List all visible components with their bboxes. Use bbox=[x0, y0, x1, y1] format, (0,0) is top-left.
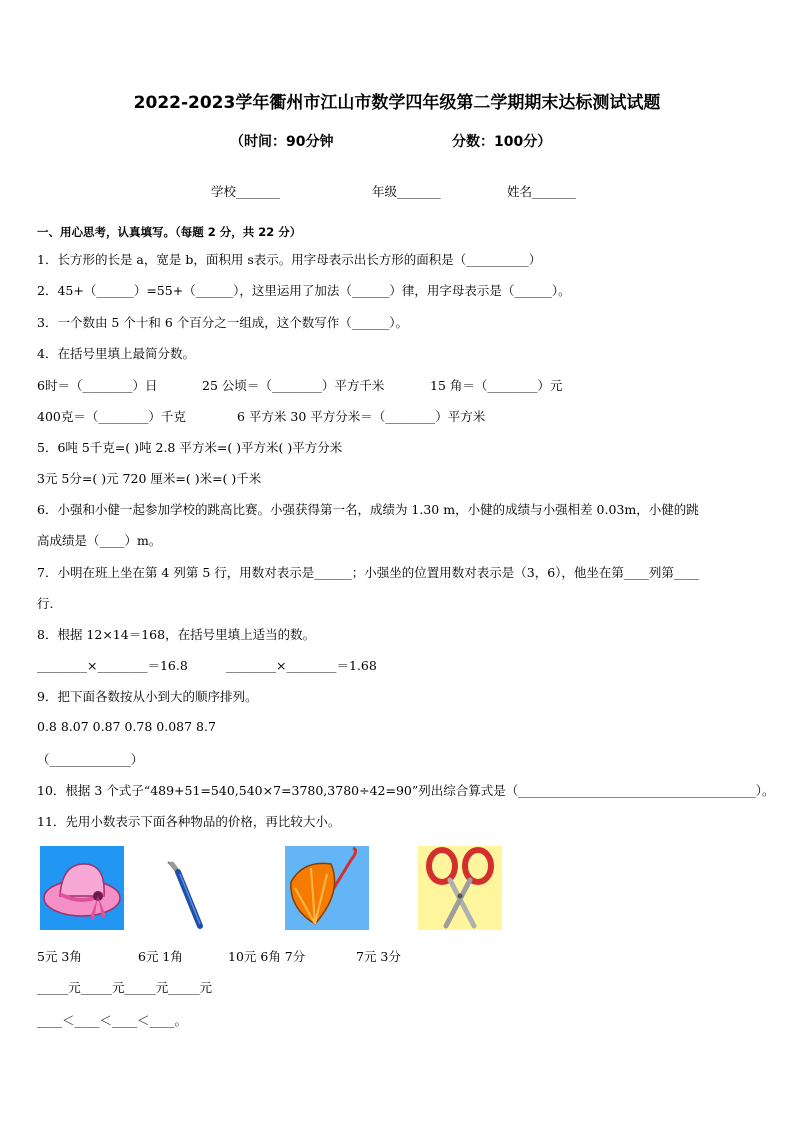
umbrella-image bbox=[285, 846, 369, 930]
school-field[interactable]: 学校_______ bbox=[211, 184, 280, 199]
question-2: 2．45+（______）=55+（______），这里运用了加法（______）律，用字母表示是（______）。 bbox=[37, 283, 571, 298]
price-pen: 6元 1角 bbox=[138, 949, 183, 964]
question-7a: 7．小明在班上坐在第 4 列第 5 行，用数对表示是______；小强坐的位置用数对表示是（3，6），他坐在第____列第____ bbox=[37, 565, 699, 580]
question-9: 9．把下面各数按从小到大的顺序排列。 bbox=[37, 689, 258, 704]
question-6b: 高成绩是（____）m。 bbox=[37, 533, 162, 548]
question-4d: 400克＝（________）千克 bbox=[37, 409, 186, 424]
question-4: 4．在括号里填上最简分数。 bbox=[37, 346, 195, 361]
question-3: 3．一个数由 5 个十和 6 个百分之一组成，这个数写作（______）。 bbox=[37, 315, 409, 330]
question-5b: 3元 5分=( )元 720 厘米=( )米=( )千米 bbox=[37, 471, 262, 486]
compare-blanks: ____＜____＜____＜____。 bbox=[37, 1013, 188, 1028]
question-9-answer: （_____________） bbox=[37, 752, 144, 767]
question-8a: ________×________＝16.8 bbox=[37, 658, 188, 673]
question-11: 11．先用小数表示下面各种物品的价格，再比较大小。 bbox=[37, 814, 341, 829]
scissors-image bbox=[418, 846, 502, 930]
grade-field[interactable]: 年级_______ bbox=[372, 184, 441, 199]
question-8b: ________×________＝1.68 bbox=[226, 658, 377, 673]
section-heading: 一、用心思考，认真填写。（每题 2 分，共 22 分） bbox=[37, 225, 302, 239]
yuan-blanks: _____元_____元_____元_____元 bbox=[37, 980, 213, 995]
question-9-numbers: 0.8 8.07 0.87 0.78 0.087 8.7 bbox=[37, 719, 216, 734]
question-4a: 6时＝（________）日 bbox=[37, 378, 158, 393]
page-title: 2022-2023学年衢州市江山市数学四年级第二学期期末达标测试试题 bbox=[133, 93, 661, 113]
question-5a: 5．6吨 5千克=( )吨 2.8 平方米=( )平方米( )平方分米 bbox=[37, 440, 343, 455]
hat-image bbox=[40, 846, 124, 930]
question-4c: 15 角＝（________）元 bbox=[430, 378, 563, 393]
question-4e: 6 平方米 30 平方分米＝（________）平方米 bbox=[237, 409, 486, 424]
question-4b: 25 公顷＝（________）平方千米 bbox=[202, 378, 385, 393]
name-field[interactable]: 姓名_______ bbox=[507, 184, 576, 199]
price-umbrella: 10元 6角 7分 bbox=[228, 949, 306, 964]
question-1: 1．长方形的长是 a，宽是 b，面积用 s表示。用字母表示出长方形的面积是（__________） bbox=[37, 252, 542, 267]
question-7b: 行. bbox=[37, 596, 54, 611]
price-hat: 5元 3角 bbox=[37, 949, 82, 964]
question-8: 8．根据 12×14＝168，在括号里填上适当的数。 bbox=[37, 627, 316, 642]
question-6a: 6．小强和小健一起参加学校的跳高比赛。小强获得第一名，成绩为 1.30 m，小健的成绩与小强相差 0.03m，小健的跳 bbox=[37, 502, 699, 517]
question-10: 10．根据 3 个式子“489+51=540,540×7=3780,3780÷42=90”列出综合算式是（______________________________________）。 bbox=[37, 783, 775, 798]
exam-time: （时间：90分钟 bbox=[230, 134, 334, 150]
exam-score: 分数：100分） bbox=[452, 134, 552, 150]
pen-image bbox=[160, 846, 244, 930]
price-scissors: 7元 3分 bbox=[356, 949, 401, 964]
